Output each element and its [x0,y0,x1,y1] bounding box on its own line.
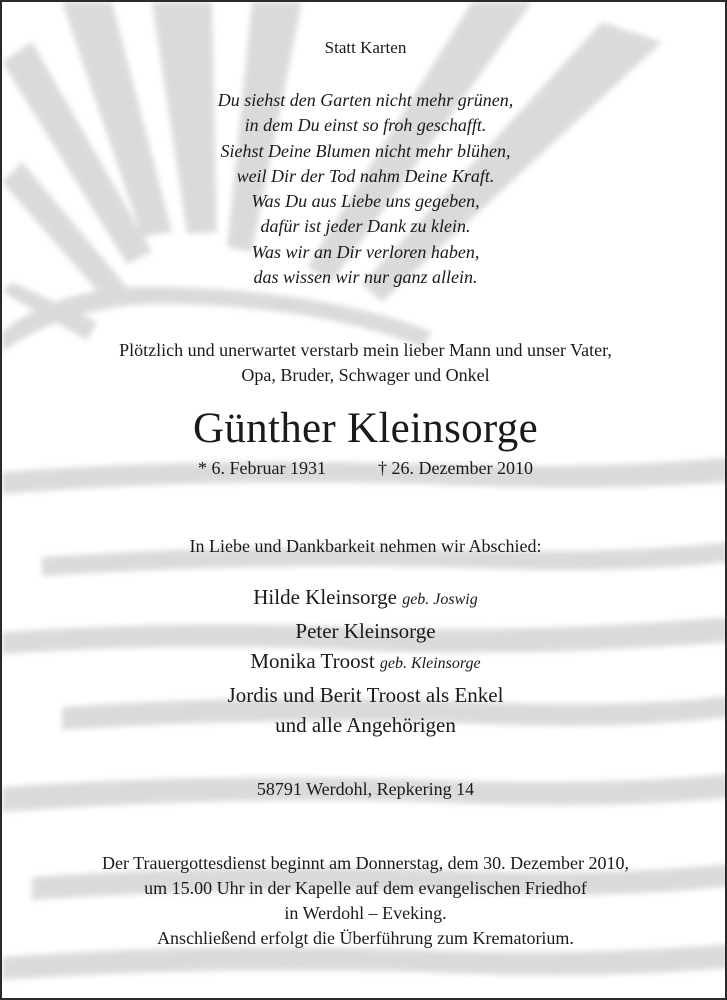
mourner [2,646,727,680]
poem-line: Was wir an Dir verloren haben, [251,241,480,262]
mourner-name: und alle Angehörigen [275,713,456,738]
maiden-name-note: geb. Kleinsorge [379,655,481,673]
maiden-name-note: geb. Joswig [402,591,478,608]
funeral-service-info [2,851,727,951]
poem-line: Was Du aus Liebe uns gegeben, [251,191,480,212]
poem [2,88,727,290]
poem-line: das wissen wir nur ganz allein. [253,267,478,288]
life-dates [2,456,727,480]
mourner-name: Hilde Kleinsorge [253,585,397,609]
birth-date: * 6. Februar 1931 [198,458,327,478]
service-line: um 15.00 Uhr in der Kapelle auf dem evangelischen Friedhof [144,878,587,898]
announcement-line: Plötzlich und unerwartet verstarb mein lieber Mann und unser Vater, [119,340,612,360]
poem-line: Du siehst den Garten nicht mehr grünen, [217,90,514,110]
poem-line: Siehst Deine Blumen nicht mehr blühen, [220,140,511,161]
family-address: 58791 Werdohl, Repkering 14 [256,779,475,799]
death-announcement [2,338,727,388]
mourner [2,680,727,711]
service-line: Anschließend erfolgt die Überführung zum Krematorium. [157,928,574,948]
service-line: in Werdohl – Eveking. [284,903,447,923]
death-date: † 26. Dezember 2010 [378,458,533,478]
mourner-name: Monika Troost [250,649,375,674]
service-line: Der Trauergottesdienst beginnt am Donnerstag, dem 30. Dezember 2010, [101,853,630,873]
poem-line: weil Dir der Tod nahm Deine Kraft. [236,165,495,186]
mourner [2,582,727,616]
mourner-name: Peter Kleinsorge [295,618,436,643]
mourner [2,710,727,741]
farewell-line: In Liebe und Dankbarkeit nehmen wir Abschied: [189,536,542,556]
poem-line: in dem Du einst so froh geschafft. [244,115,487,136]
statt-karten-heading: Statt Karten [324,38,407,57]
deceased-name: Günther Kleinsorge [193,405,538,452]
announcement-line: Opa, Bruder, Schwager und Onkel [241,365,490,385]
mourners-list [2,582,727,741]
mourner-name: Jordis und Berit Troost als Enkel [227,682,504,707]
mourner [2,616,727,647]
poem-line: dafür ist jeder Dank zu klein. [260,216,471,237]
